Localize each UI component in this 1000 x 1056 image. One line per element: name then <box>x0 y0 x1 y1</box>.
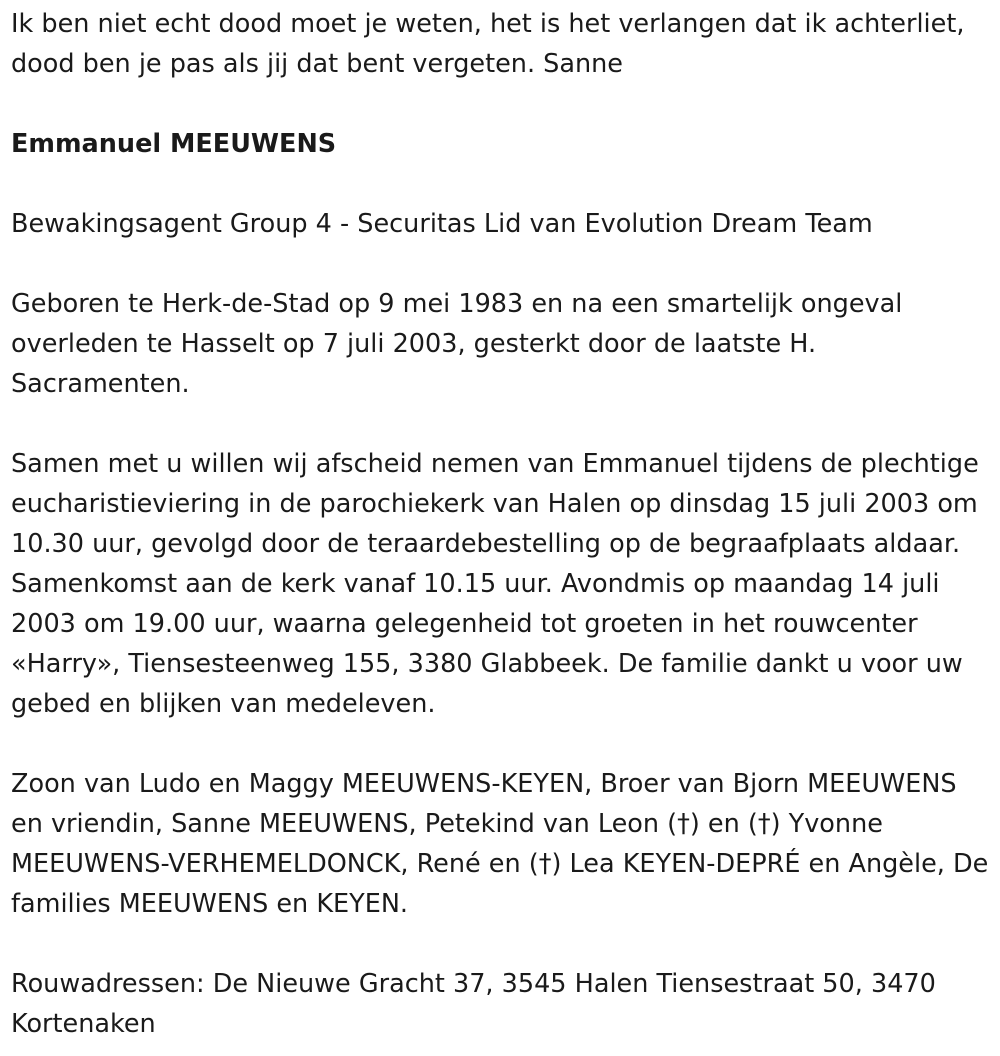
occupation: Bewakingsagent Group 4 - Securitas Lid van Evolution Dream Team <box>11 209 873 239</box>
memorial-quote: Ik ben niet echt dood moet je weten, het is het verlangen dat ik achterliet, dood ben je pas als jij dat bent vergeten. Sanne <box>11 9 965 79</box>
birth-death-notice: Geboren te Herk-de-Stad op 9 mei 1983 en na een smartelijk ongeval overleden te Hasselt op 7 juli 2003, gesterkt door de laatste H. Sacramenten. <box>11 289 903 399</box>
funeral-details: Samen met u willen wij afscheid nemen van Emmanuel tijdens de plechtige eucharistieviering in de parochiekerk van Halen op dinsdag 15 juli 2003 om 10.30 uur, gevolgd door de teraardebestelling op de begraafplaats aldaar. Samenkomst aan de kerk vanaf 10.15 uur. Avondmis op maandag 14 juli 2003 om 19.00 uur, waarna gelegenheid tot groeten in het rouwcenter «Harry», Tiensesteenweg 155, 3380 Glabbeek. De familie dankt u voor uw gebed en blijken van medeleven. <box>11 449 979 719</box>
condolence-addresses: Rouwadressen: De Nieuwe Gracht 37, 3545 Halen Tiensestraat 50, 3470 Kortenaken <box>11 969 936 1039</box>
deceased-name: Emmanuel MEEUWENS <box>11 129 337 159</box>
family-list: Zoon van Ludo en Maggy MEEUWENS-KEYEN, Broer van Bjorn MEEUWENS en vriendin, Sanne MEEUWENS, Petekind van Leon (†) en (†) Yvonne MEEUWENS-VERHEMELDONCK, René en (†) Lea KEYEN-DEPRÉ en Angèle, De families MEEUWENS en KEYEN. <box>11 769 989 919</box>
